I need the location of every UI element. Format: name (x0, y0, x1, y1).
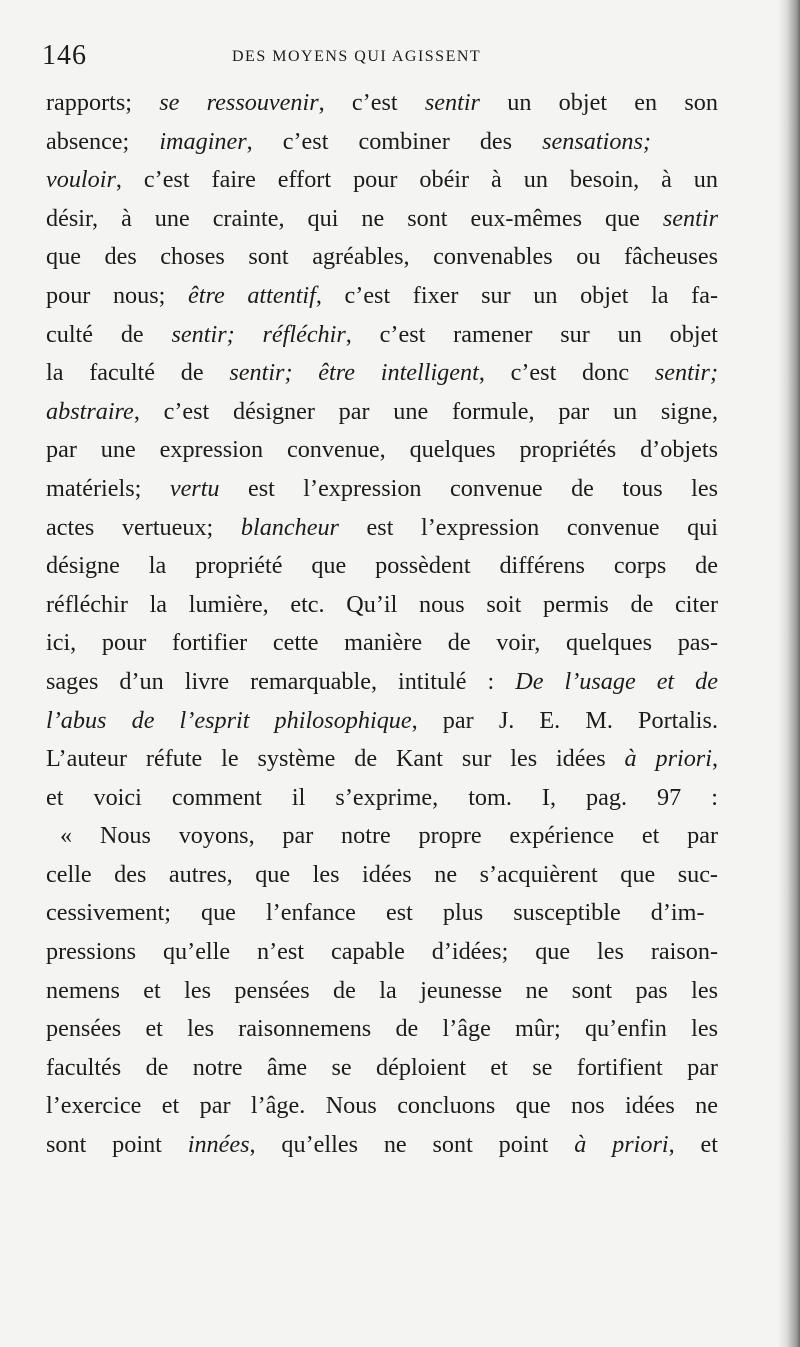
page-header (42, 38, 732, 78)
text-line (46, 586, 718, 625)
italic-text: à priori (574, 1131, 669, 1159)
italic-text: sentir (424, 89, 480, 116)
running-head: DES MOYENS QUI AGISSENT (232, 48, 482, 65)
text-span: , par J. E. M. Portalis. (411, 706, 718, 734)
italic-text: être attentif (188, 281, 316, 309)
text-line (46, 702, 718, 741)
text-span: L’auteur réfute le système de Kant sur les idées (46, 745, 625, 773)
italic-text: l’abus de l’esprit philosophique (46, 706, 412, 734)
text-span: que des choses sont agréables, convenables ou fâcheuses (46, 243, 718, 271)
text-line (46, 779, 718, 818)
text-span: , (711, 745, 718, 773)
text-span: désigne la propriété que possèdent différens corps de (46, 552, 718, 580)
italic-text: blancheur (240, 513, 339, 541)
text-span: celle des autres, que les idées ne s’acquièrent que suc- (46, 860, 718, 888)
italic-text: innées (187, 1131, 250, 1159)
text-span: est l’expression convenue de tous les (219, 474, 718, 502)
text-span: , c’est ramener sur un objet (345, 320, 719, 348)
text-span: pressions qu’elle n’est capable d’idées; que les raison- (46, 938, 718, 966)
text-line (46, 200, 718, 239)
body-text (46, 84, 718, 1165)
text-span: désir, à une crainte, qui ne sont eux-mêmes que (46, 204, 663, 232)
text-span: culté de (46, 320, 172, 348)
text-span: sages d’un livre remarquable, intitulé : (46, 667, 516, 695)
italic-text: sensations; (542, 127, 651, 155)
italic-text: sentir; être intelligent (229, 359, 479, 387)
text-span: rapports; (46, 89, 160, 116)
text-line (46, 856, 718, 895)
text-line (46, 547, 718, 586)
text-span: , c’est donc (478, 359, 655, 387)
italic-text: à priori (624, 745, 712, 773)
text-span: , c’est (318, 89, 425, 116)
text-span: actes vertueux; (46, 513, 241, 541)
text-line (46, 238, 718, 277)
text-span: matériels; (46, 474, 170, 502)
text-span: est l’expression convenue qui (338, 513, 718, 541)
text-span: cessivement; que l’enfance est plus susceptible d’im- (46, 899, 705, 927)
text-span: , c’est combiner des (246, 127, 543, 155)
text-span: par une expression convenue, quelques propriétés d’objets (46, 436, 718, 464)
text-span: , c’est faire effort pour obéir à un besoin, à un (115, 166, 718, 194)
text-line (46, 1010, 718, 1049)
text-span: , et (668, 1131, 718, 1159)
text-line (46, 354, 718, 393)
italic-text: vertu (169, 474, 220, 502)
text-span: facultés de notre âme se déploient et se fortifient par (46, 1053, 718, 1081)
text-span: et voici comment il s’exprime, tom. I, pag. 97 : (46, 783, 718, 811)
text-line (46, 161, 718, 200)
text-span: , c’est désigner par une formule, par un signe, (133, 397, 718, 425)
text-line (46, 1126, 718, 1165)
text-line (46, 470, 718, 509)
text-line (46, 1087, 718, 1126)
text-span: l’exercice et par l’âge. Nous concluons que nos idées ne (46, 1092, 718, 1120)
text-span: pensées et les raisonnemens de l’âge mûr; qu’enfin les (46, 1015, 718, 1043)
text-span: réfléchir la lumière, etc. Qu’il nous soit permis de citer (46, 590, 718, 618)
text-span: pour nous; (46, 281, 188, 309)
text-line (46, 894, 718, 933)
text-line (46, 624, 718, 663)
text-line (46, 84, 718, 123)
text-line (46, 1049, 718, 1088)
text-span: la faculté de (46, 359, 230, 387)
text-line (46, 663, 718, 702)
italic-text: imaginer (159, 127, 247, 155)
italic-text: vouloir (46, 166, 116, 194)
text-line (46, 740, 718, 779)
text-line (46, 509, 718, 548)
text-line (46, 393, 718, 432)
text-span: nemens et les pensées de la jeunesse ne sont pas les (46, 976, 718, 1004)
text-line (46, 316, 718, 355)
italic-text: se ressouvenir (159, 89, 319, 116)
text-line (46, 277, 718, 316)
text-line (46, 933, 718, 972)
italic-text: De l’usage et de (515, 667, 718, 695)
text-span: absence; (46, 127, 160, 155)
text-line (46, 123, 718, 162)
text-span: sont point (46, 1131, 188, 1159)
text-span: , c’est fixer sur un objet la fa- (315, 281, 718, 309)
text-span: « Nous voyons, par notre propre expérience et par (60, 822, 718, 850)
page-number: 146 (42, 40, 87, 71)
text-span: un objet en son (479, 89, 718, 116)
italic-text: abstraire (46, 397, 134, 425)
text-span: ici, pour fortifier cette manière de voir, quelques pas- (46, 629, 718, 657)
italic-text: sentir (662, 204, 718, 232)
italic-text: sentir; réfléchir (171, 320, 346, 348)
text-line (46, 431, 718, 470)
text-line (46, 817, 718, 856)
page-binding-shadow (778, 0, 800, 1347)
italic-text: sentir; (654, 359, 718, 387)
text-span: , qu’elles ne sont point (249, 1131, 575, 1159)
text-line (46, 972, 718, 1011)
